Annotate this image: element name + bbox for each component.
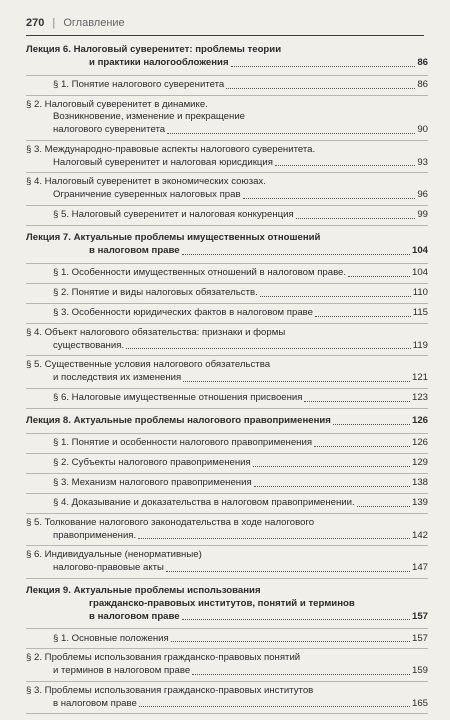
section-page-number: 110	[412, 286, 428, 298]
section-page-number: 86	[417, 79, 428, 90]
section-page-number: 138	[411, 477, 428, 489]
toc-section-entry[interactable]	[26, 140, 428, 173]
section-page-number: 139	[411, 497, 428, 509]
dot-leader	[171, 632, 410, 642]
section-title-line: Возникновение, изменение и прекращение	[53, 111, 246, 123]
toc-section-entry[interactable]	[26, 283, 428, 303]
section-title-line: § 6. Индивидуальные (ненормативные)	[26, 549, 202, 561]
section-title-line: § 2. Понятие и виды налоговых обязательств.	[53, 286, 258, 298]
section-title-line: Ограничение суверенных налоговых прав	[53, 189, 241, 201]
section-title-line: § 1. Понятие налогового суверенитета	[53, 79, 225, 90]
section-page-number: 157	[411, 632, 428, 644]
dot-leader	[254, 477, 410, 487]
dot-leader	[231, 57, 416, 67]
section-title-line: § 5. Существенные условия налогового обязательства	[26, 359, 271, 371]
toc-section-entry[interactable]	[26, 75, 428, 95]
toc-section-entry[interactable]	[26, 263, 428, 283]
section-page-number: 159	[411, 665, 428, 677]
section-title-line: § 3. Международно-правовые аспекты налогового суверенитета.	[26, 143, 316, 155]
lecture-title-line: гражданско-правовых институтов, понятий и терминов	[89, 597, 355, 609]
section-title-line: § 5. Налоговый суверенитет и налоговая конкуренция	[53, 209, 294, 221]
section-title-line: § 6. Налоговые имущественные отношения присвоения	[53, 392, 303, 404]
dot-leader	[166, 562, 410, 572]
dot-leader	[260, 287, 411, 297]
dot-leader	[357, 497, 410, 507]
dot-leader	[139, 697, 410, 707]
lecture-title-line: Лекция 6. Налоговый суверенитет: проблемы теории	[26, 44, 282, 55]
dot-leader	[348, 267, 410, 277]
toc-section-entry[interactable]	[26, 513, 428, 546]
running-header	[26, 17, 424, 29]
section-title-line: § 3. Механизм налогового правоприменения	[53, 477, 252, 489]
lecture-page-number: 157	[411, 610, 428, 622]
section-page-number: 165	[411, 697, 428, 709]
toc-lecture-entry[interactable]	[26, 232, 428, 258]
dot-leader	[296, 209, 416, 219]
section-title-line: § 5. Толкование налогового законодательства в ходе налогового	[26, 516, 315, 528]
lecture-page-number: 104	[411, 244, 428, 256]
section-page-number: 126	[411, 437, 428, 449]
toc-lecture-entry[interactable]	[26, 585, 428, 623]
section-page-number: 123	[411, 392, 428, 404]
section-title-line: существования.	[53, 339, 125, 351]
toc-section-entry[interactable]	[26, 453, 428, 473]
section-title-line: § 4. Объект налогового обязательства: признаки и формы	[26, 326, 286, 338]
running-title: Оглавление	[63, 17, 125, 29]
lecture-title-line: Лекция 9. Актуальные проблемы использования	[26, 584, 261, 596]
section-title-line: Налоговый суверенитет и налоговая юрисдикция	[53, 156, 273, 168]
section-page-number: 104	[411, 266, 428, 278]
lecture-title-line: в налоговом праве	[89, 244, 180, 256]
dot-leader	[182, 610, 410, 620]
section-page-number: 115	[412, 306, 428, 318]
dot-leader	[314, 437, 410, 447]
lecture-page-number: 86	[417, 57, 428, 68]
dot-leader	[253, 457, 410, 467]
toc-section-entry[interactable]	[26, 355, 428, 388]
dot-leader	[183, 372, 410, 382]
section-title-line: и последствия их изменения	[53, 372, 182, 384]
toc-section-entry[interactable]	[26, 545, 428, 579]
section-page-number: 93	[417, 156, 428, 168]
section-page-number: 147	[411, 562, 428, 574]
toc-section-entry[interactable]	[26, 172, 428, 205]
dot-leader	[192, 665, 410, 675]
section-title-line: налогового суверенитета	[53, 124, 166, 136]
dot-leader	[315, 307, 411, 317]
toc-section-entry[interactable]	[26, 493, 428, 513]
header-separator: |	[52, 17, 56, 29]
lecture-title-line: Лекция 8. Актуальные проблемы налогового правоприменения	[26, 415, 331, 427]
section-page-number: 121	[411, 372, 428, 384]
section-page-number: 96	[417, 189, 428, 201]
toc-section-entry[interactable]	[26, 648, 428, 681]
section-title-line: § 2. Проблемы использования гражданско-правовых понятий	[26, 652, 301, 664]
toc-section-entry[interactable]	[26, 95, 428, 140]
section-title-line: § 4. Доказывание и доказательства в налоговом правоприменении.	[53, 497, 355, 509]
section-title-line: § 1. Основные положения	[53, 632, 169, 644]
section-title-line: § 4. Налоговый суверенитет в экономических союзах.	[26, 176, 266, 188]
dot-leader	[333, 415, 410, 425]
toc-section-entry[interactable]	[26, 433, 428, 453]
lecture-page-number: 126	[411, 415, 428, 427]
dot-leader	[138, 529, 410, 539]
dot-leader	[167, 124, 415, 134]
table-of-contents	[26, 44, 428, 720]
section-page-number: 119	[412, 339, 428, 351]
section-title-line: § 2. Субъекты налогового правоприменения	[53, 457, 251, 469]
section-title-line: и терминов в налоговом праве	[53, 665, 191, 677]
dot-leader	[243, 189, 416, 199]
lecture-title-line: в налоговом праве	[89, 610, 180, 622]
lecture-title-line: и практики налогообложения	[89, 57, 229, 68]
section-title-line: в налоговом праве	[53, 697, 137, 709]
dot-leader	[275, 156, 415, 166]
lecture-title-line: Лекция 7. Актуальные проблемы имущественных отношений	[26, 231, 321, 243]
section-title-line: налогово-правовые акты	[53, 562, 164, 574]
toc-lecture-entry[interactable]	[26, 44, 428, 70]
section-title-line: § 3. Особенности юридических фактов в налоговом праве	[53, 306, 313, 318]
toc-section-entry[interactable]	[26, 323, 428, 356]
dot-leader	[226, 79, 415, 89]
toc-section-entry[interactable]	[26, 628, 428, 648]
dot-leader	[126, 339, 411, 349]
section-page-number: 129	[411, 457, 428, 469]
dot-leader	[182, 245, 410, 255]
section-title-line: § 2. Налоговый суверенитет в динамике.	[26, 98, 208, 110]
dot-leader	[304, 392, 410, 402]
section-title-line: § 3. Проблемы использования гражданско-правовых институтов	[26, 684, 314, 696]
toc-section-entry[interactable]	[26, 205, 428, 226]
section-title-line: правоприменения.	[53, 529, 137, 541]
toc-section-entry[interactable]	[26, 303, 428, 323]
header-rule	[26, 35, 424, 36]
toc-lecture-entry[interactable]	[26, 415, 428, 428]
section-title-line: § 1. Понятие и особенности налогового правоприменения	[53, 437, 313, 449]
section-page-number: 99	[417, 209, 428, 221]
section-title-line: § 1. Особенности имущественных отношений в налоговом праве.	[53, 266, 347, 278]
section-page-number: 142	[411, 529, 428, 541]
toc-section-entry[interactable]	[26, 388, 428, 409]
toc-section-entry[interactable]	[26, 473, 428, 493]
section-page-number: 90	[417, 124, 428, 136]
page-number: 270	[26, 17, 45, 29]
